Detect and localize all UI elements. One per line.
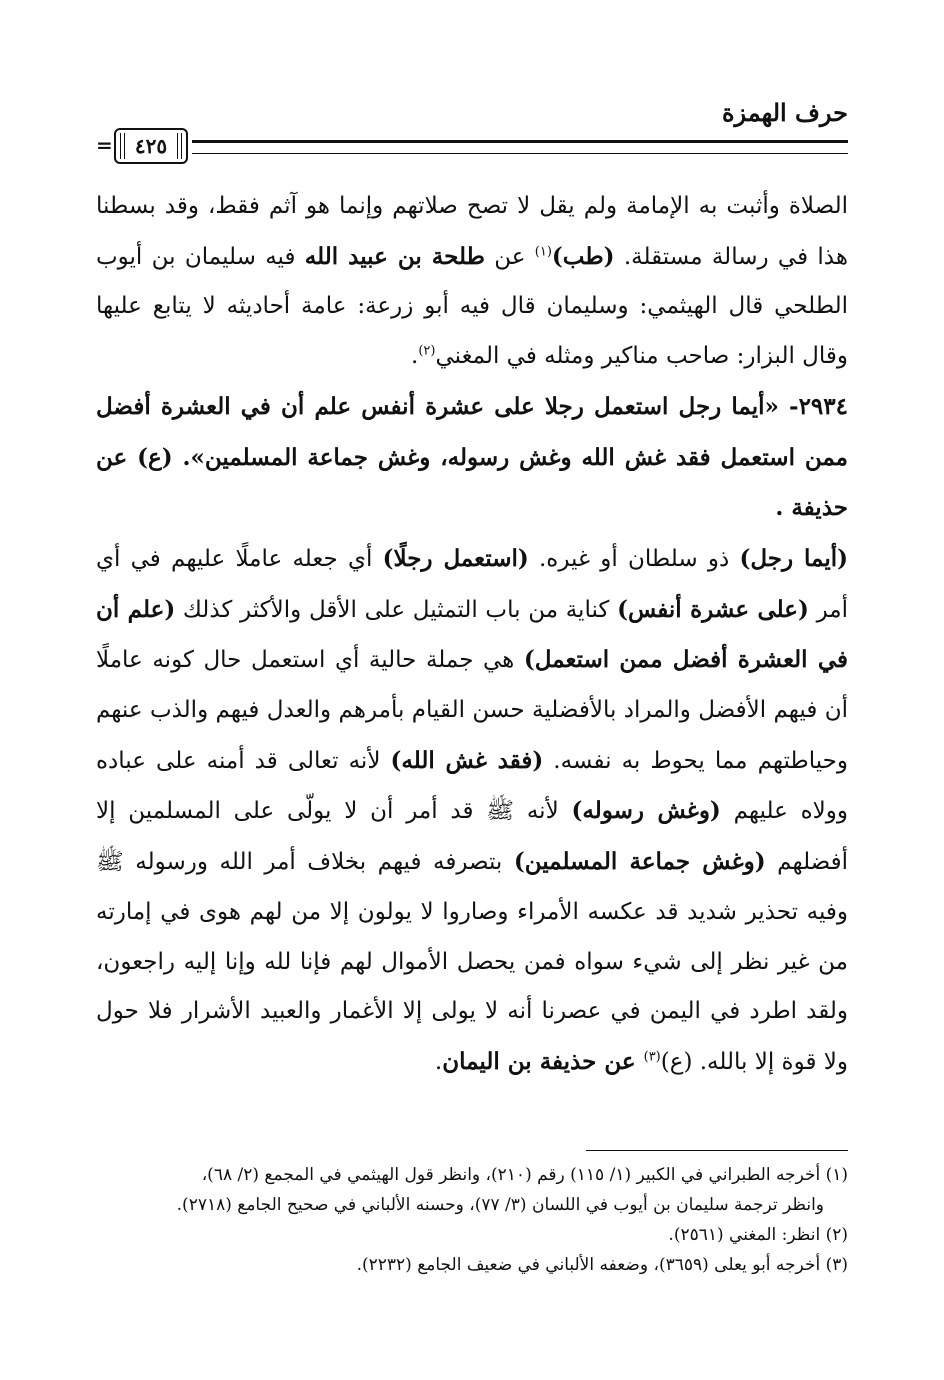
hadith-text: - «أيما رجل استعمل رجلا على عشرة أنفس علم أن في العشرة أفضل ممن استعمل فقد غش الله وغش رسوله، وغش جماعة المسلمين». (ع) عن حذيفة . <box>96 392 848 522</box>
bold-phrase: (علم أن في العشرة أفضل ممن استعمل) <box>96 595 848 674</box>
bold-phrase: (وغش رسوله) <box>571 797 721 825</box>
text-run: ذو سلطان أو غيره. <box>528 545 740 572</box>
footnote-ref-1: (١) <box>534 244 552 260</box>
footnote-1: (١) أخرجه الطبراني في الكبير (١/ ١١٥) رقم (٢١٠)، وانظر قول الهيثمي في المجمع (٢/ ٦٨)، <box>201 1165 848 1185</box>
footnote-1-continued: وانظر ترجمة سليمان بن أيوب في اللسان (٣/ ٧٧)، وحسنه الألباني في صحيح الجامع (٢٧١٨). <box>176 1195 824 1215</box>
bold-phrase: (أيما رجل) <box>739 544 849 572</box>
hadith-number: ٢٩٣٤ <box>798 392 848 420</box>
bold-phrase: (فقد غش الله) <box>390 746 544 774</box>
bold-phrase: (على عشرة أنفس) <box>617 595 809 623</box>
text-run: أي جعله عاملًا عليهم في أي أمر <box>96 545 848 623</box>
text-run: فيه سليمان بن أيوب الطلحي قال الهيثمي: وسليمان قال فيه أبو زرعة: عامة أحاديثه لا يتابع عليها وقال البزار: صاحب مناكير ومثله في المغني <box>96 243 848 370</box>
bold-phrase: (استعمل رجلًا) <box>382 544 529 572</box>
narrator-name: طلحة بن عبيد الله <box>304 242 485 270</box>
running-title: حرف الهمزة <box>721 98 848 127</box>
text-run: لأنه تعالى قد أمنه على عباده وولاه عليهم <box>96 747 848 825</box>
header-double-line <box>192 140 848 154</box>
paragraph-explanation <box>96 534 848 1088</box>
page-number-box <box>114 128 188 164</box>
text-run: كناية من باب التمثيل على الأقل والأكثر كذلك <box>175 596 618 623</box>
footnote-2: (٢) انظر: المغني (٢٥٦١). <box>668 1225 848 1245</box>
footnotes <box>96 1160 848 1280</box>
text-run: . <box>434 1048 443 1075</box>
bold-phrase: (وغش جماعة المسلمين) <box>513 848 766 876</box>
bold-phrase: عن حذيفة بن اليمان <box>442 1047 644 1075</box>
text-run: هي جملة حالية أي استعمل حال كونه عاملًا أن فيهم الأفضل والمراد بالأفضلية حسن القيام بأمرهم والعدل فيهم والذب عنهم وحياطتهم مما يحوط به نفسه. <box>96 647 848 774</box>
paragraph-commentary-continued <box>96 182 848 382</box>
continuation-mark: = <box>96 133 113 157</box>
hadith-paragraph <box>96 382 848 534</box>
text-run: لأنه ﷺ قد أمر أن لا يولّى على المسلمين إلا أفضلهم <box>96 798 849 876</box>
footnote-ref-2: (٢) <box>418 343 436 359</box>
text-run: . <box>411 343 419 370</box>
text-run: عن <box>484 243 535 270</box>
header-rule <box>96 128 848 164</box>
footnote-3: (٣) أخرجه أبو يعلى (٣٦٥٩)، وضعفه الألباني في ضعيف الجامع (٢٢٣٢). <box>356 1255 848 1275</box>
page-number: ٤٢٥ <box>134 134 168 158</box>
text-run: الصلاة وأثبت به الإمامة ولم يقل لا تصح صلاتهم وإنما هو آثم فقط، وقد بسطنا هذا في رسالة مستقلة. <box>96 193 848 270</box>
source-code: (طب) <box>551 242 615 270</box>
footnote-separator <box>586 1150 848 1151</box>
main-text <box>96 182 848 1088</box>
text-run: بتصرفه فيهم بخلاف أمر الله ورسوله ﷺ وفيه تحذير شديد قد عكسه الأمراء وصاروا لا يولون إلا من لهم هوى في إمارته من غير نظر إلى شيء سواه فمن يحصل الأموال لهم فإنا لله وإنا إليه راجعون، ولقد اطرد في اليمن في عصرنا أنه لا يولى إلا الأغمار والعبيد الأشرار فلا حول ولا قوة إلا بالله. (ع) <box>96 849 848 1075</box>
footnote-ref-3: (٣) <box>643 1049 661 1065</box>
